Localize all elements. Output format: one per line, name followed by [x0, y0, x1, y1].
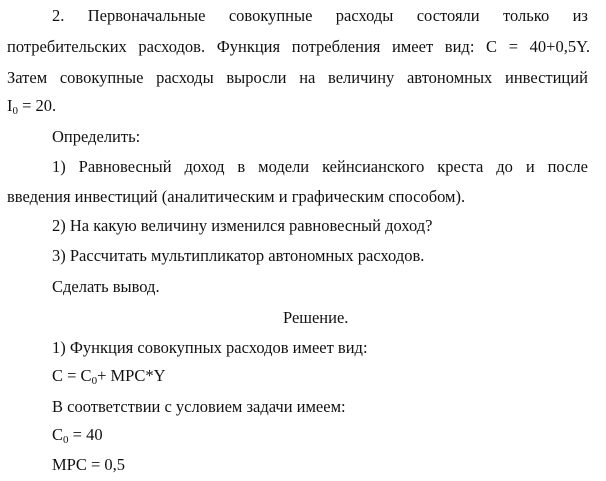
word: Первоначальные [87, 6, 206, 25]
word: из [572, 6, 588, 25]
word: до [496, 157, 513, 176]
aggregate-expenditure-formula [52, 366, 166, 386]
word: инвестиций [504, 68, 588, 87]
word: 1) [52, 157, 66, 176]
mpc-value: MPC = 0,5 [52, 455, 126, 474]
word: величину [328, 68, 395, 87]
task-intro-line-3 [7, 68, 588, 88]
word: только [503, 6, 550, 25]
word: доход [184, 157, 225, 176]
solution-condition: В соответствии с условием задачи имеем: [52, 397, 346, 416]
task-intro-line-4 [7, 96, 56, 116]
autonomous-consumption [52, 425, 103, 445]
determine-label: Определить: [52, 127, 141, 146]
formula-suffix: + MPC*Y [97, 366, 166, 385]
word: совокупные [228, 6, 313, 25]
question-1-line-1 [52, 157, 588, 177]
word: расходы [335, 6, 394, 25]
word: состояли [416, 6, 480, 25]
word: после [547, 157, 588, 176]
word: модели [258, 157, 310, 176]
word: выросли [226, 68, 287, 87]
task-intro-line-1 [52, 6, 588, 26]
word: креста [437, 157, 484, 176]
investment-symbol: I [7, 96, 13, 115]
question-1-line-2: введения инвестиций (аналитическим и графическим способом). [7, 187, 466, 206]
word: автономных [406, 68, 493, 87]
word: и [525, 157, 535, 176]
word: расходы [156, 68, 214, 87]
investment-value: = 20. [18, 96, 57, 115]
formula-prefix: C = C [52, 366, 92, 385]
question-3: 3) Рассчитать мультипликатор автономных расходов. [52, 246, 425, 265]
c0-subscript: 0 [63, 434, 69, 446]
word: кейнсианского [322, 157, 425, 176]
word: Равновесный [78, 157, 172, 176]
solution-heading: Решение. [283, 308, 349, 327]
c0-value: = 40 [68, 425, 103, 444]
c0-symbol: C [52, 425, 64, 444]
question-2: 2) На какую величину изменился равновесный доход? [52, 216, 433, 235]
word: на [299, 68, 316, 87]
word: в [237, 157, 246, 176]
conclusion-instruction: Сделать вывод. [52, 277, 160, 296]
formula-subscript: 0 [91, 375, 98, 387]
investment-subscript: 0 [12, 105, 18, 117]
solution-step-1: 1) Функция совокупных расходов имеет вид: [52, 338, 368, 357]
word: совокупные [59, 68, 144, 87]
task-intro-line-2: потребительских расходов. Функция потребления имеет вид: C = 40+0,5Y. [7, 37, 590, 56]
word: Затем [7, 68, 48, 87]
word: 2. [52, 6, 65, 25]
